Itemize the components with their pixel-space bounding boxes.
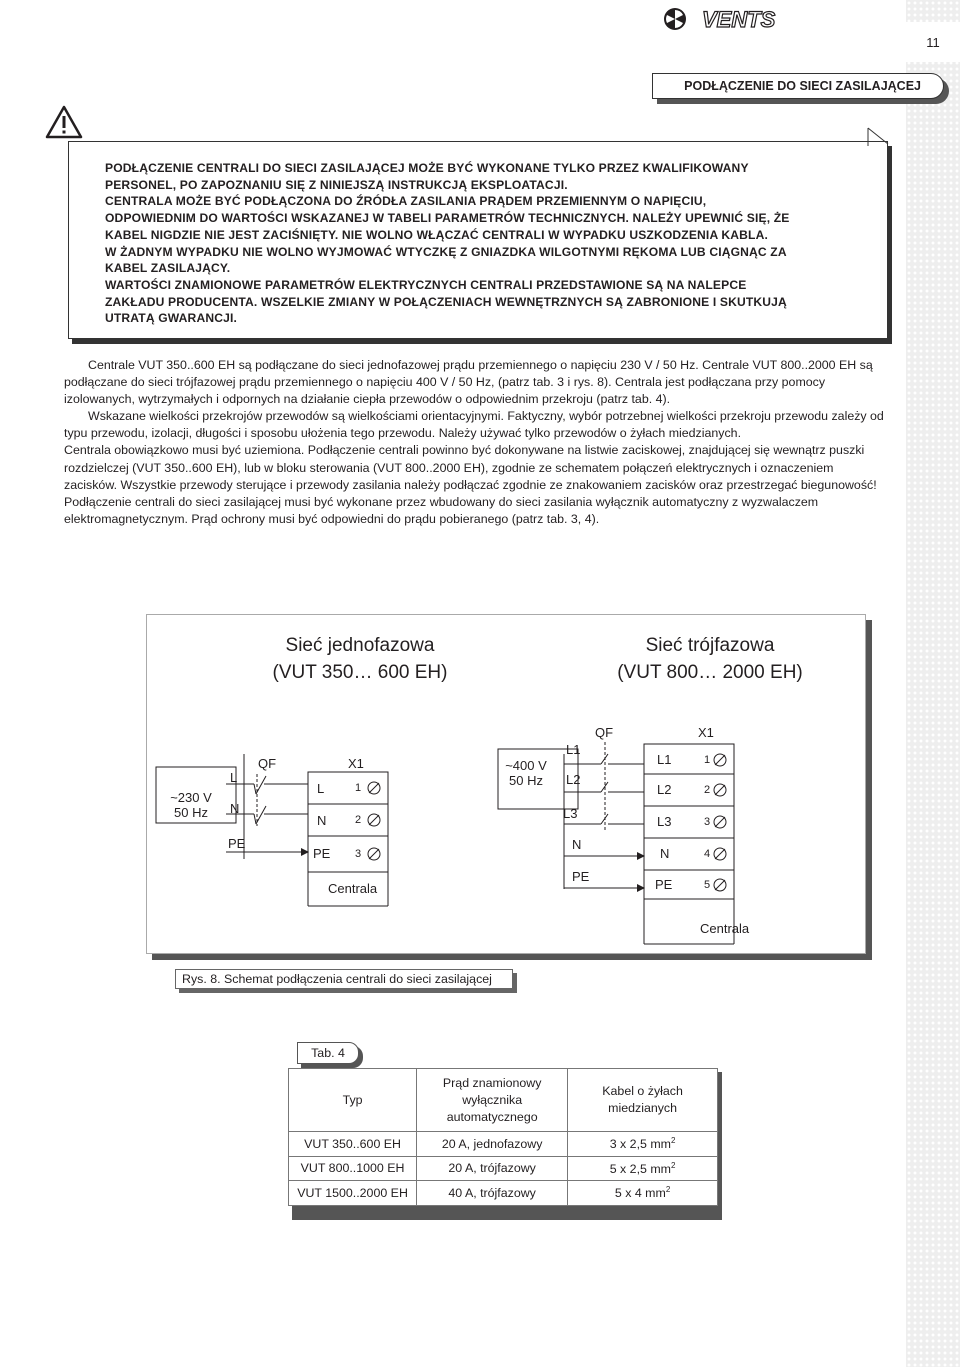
svg-text:VENTS: VENTS (702, 7, 776, 32)
paragraph: Wskazane wielkości przekrojów przewodów są wielkościami orientacyjnymi. Faktyczny, wybór potrzebnej wielkości przekroju przewodu zależy od typu przewodu, izolacji, długości i sposobu ułożenia tego przewodu. Należy używać tylko przewodów o żyłach miedzianych. (64, 409, 884, 441)
three-wire-label: N (572, 837, 582, 852)
warning-line: UTRATĄ GWARANCJI. (105, 311, 237, 326)
three-terminal-wire: N (660, 846, 670, 861)
table-cell: 40 A, trójfazowy (417, 1181, 568, 1206)
three-terminal-number: 5 (704, 879, 711, 891)
tab-label: Tab. 4 (297, 1042, 359, 1064)
vents-logo (640, 6, 820, 32)
warning-line: KABEL ZASILAJĄCY. (105, 261, 231, 276)
superscript: 2 (665, 1185, 671, 1195)
warning-line: W ŻADNYM WYPADKU NIE WOLNO WYJMOWAĆ WTYCZKĘ Z GNIAZDKA WILGOTNYMI RĘKOMA LUB CIĄGNĄC ZA (105, 244, 787, 259)
table-cell (568, 1181, 718, 1206)
warning-line: ODPOWIEDNIM DO WARTOŚCI WSKAZANEJ W TABELI PARAMETRÓW TECHNICZNYCH. NALEŻY UPEWNIĆ SIĘ, ŻE (105, 211, 790, 226)
single-terminal-label: X1 (348, 756, 364, 771)
figure-caption: Rys. 8. Schemat podłączenia centrali do sieci zasilającej (175, 969, 513, 989)
three-unit-label: Centrala (700, 921, 750, 936)
table-cell: VUT 800..1000 EH (289, 1156, 417, 1181)
three-supply-label (500, 758, 552, 788)
three-terminal-number: 4 (704, 848, 711, 860)
single-wire-label: N (230, 801, 240, 816)
paragraph: Centrale VUT 350..600 EH są podłączane do sieci jednofazowej prądu przemiennego o napięciu 230 V / 50 Hz. Centrale VUT 800..2000 EH są podłączane do sieci trójfazowej prądu przemiennego o napięciu 400 V / 50 Hz, (patrz tab. 3 i rys. 8). Centrala jest podłączana przy pomocy izolowanych, wytrzymałych i odpornych na działanie ciepła przewodów o odpowiednim przekroju (patrz tab. 4). (64, 358, 873, 407)
three-supply-frequency: 50 Hz (509, 773, 543, 788)
side-dotted-strip (906, 0, 960, 1367)
warning-line: KABEL NIGDZIE NIE JEST ZACIŚNIĘTY. NIE WOLNO WŁĄCZAĆ CENTRALI W WYPADKU USZKODZENIA KABLA. (105, 227, 768, 242)
single-terminal-wire: L (317, 781, 325, 796)
table-row (289, 1156, 718, 1181)
three-terminal-number: 1 (704, 754, 711, 766)
spec-table (288, 1068, 718, 1206)
three-terminal-wire: PE (655, 877, 673, 892)
superscript: 2 (671, 1136, 676, 1146)
single-wire-label: PE (228, 836, 246, 851)
warning-line: ZAKŁADU PRODUCENTA. WSZELKIE ZMIANY W POŁĄCZENIACH WEWNĘTRZNYCH SĄ ZABRONIONE I SKUTKUJĄ (105, 294, 787, 309)
single-supply-frequency: 50 Hz (174, 805, 208, 820)
three-wire-label: PE (572, 869, 590, 884)
single-terminal-number: 3 (355, 848, 362, 860)
cable-value: 5 x 2,5 mm (609, 1161, 671, 1176)
table-cell (568, 1132, 718, 1157)
three-terminal-wire: L2 (657, 782, 672, 797)
three-phase-title-line2: (VUT 800… 2000 EH) (617, 662, 803, 683)
single-terminal-wire: N (317, 813, 327, 828)
three-wire-label: L2 (566, 772, 581, 787)
warning-line: CENTRALA MOŻE BYĆ PODŁĄCZONA DO ŹRÓDŁA ZASILANIA PRĄDEM PRZEMIENNYM O NAPIĘCIU, (105, 194, 707, 209)
single-terminal-wire: PE (313, 846, 331, 861)
warning-text (105, 160, 865, 327)
three-phase-title-line1: Sieć trójfazowa (645, 635, 775, 656)
table-cell: 20 A, jednofazowy (417, 1132, 568, 1157)
table-header-row (289, 1069, 718, 1132)
three-terminal-number: 3 (704, 816, 711, 828)
header-cell: Typ (289, 1069, 417, 1132)
paragraph: Centrala obowiązkowo musi być uziemiona. Podłączenie centrali powinno być dokonywane na listwie zaciskowej, znajdującej się wewnątrz puszki rozdzielczej (VUT 350..600 EH), lub w bloku sterowania (VUT 800..2000 EH), zgodnie ze schematem połączeń elektrycznych i oznaczeniem zacisków. Wszystkie przewody sterujące i przewody zasilania należy podłączać zgodnie ze znakowaniem zacisków oraz przestrzegać biegunowość! Podłączenie centrali do sieci zasilającej musi być wykonane przez wbudowany do sieci zasilania wyłącznik automatyczny z wyzwalaczem elektromagnetycznym. Prąd ochrony musi być odpowiedni do prądu pobieranego (patrz tab. 3, 4). (64, 443, 877, 526)
cable-value: 3 x 2,5 mm (609, 1137, 671, 1152)
table-cell: VUT 350..600 EH (289, 1132, 417, 1157)
three-supply-voltage: ~400 V (505, 758, 547, 773)
single-phase-title-line2: (VUT 350… 600 EH) (272, 662, 448, 683)
superscript: 2 (671, 1160, 676, 1170)
three-wire-label: L3 (563, 806, 578, 821)
warning-line: PODŁĄCZENIE CENTRALI DO SIECI ZASILAJĄCEJ MOŻE BYĆ WYKONANE TYLKO PRZEZ KWALIFIKOWANY (105, 161, 749, 175)
single-supply-voltage: ~230 V (170, 790, 212, 805)
single-switch-label: QF (258, 756, 277, 771)
three-terminal-wire: L3 (657, 814, 672, 829)
single-terminal-number: 1 (355, 782, 362, 794)
three-switch-label: QF (595, 725, 614, 740)
warning-line: PERSONEL, PO ZAPOZNANIU SIĘ Z NINIEJSZĄ INSTRUKCJĄ EKSPLOATACJI. (105, 177, 568, 192)
header-cell: Kabel o żyłach miedzianych (568, 1069, 718, 1132)
single-supply-label (166, 790, 216, 820)
table-row (289, 1181, 718, 1206)
table-cell: VUT 1500..2000 EH (289, 1181, 417, 1206)
table-cell (568, 1156, 718, 1181)
page-number: 11 (906, 22, 960, 62)
header-cell: Prąd znamionowy wyłącznika automatycznego (417, 1069, 568, 1132)
single-unit-label: Centrala (328, 881, 378, 896)
single-wire-label: L (230, 770, 238, 785)
three-wire-label: L1 (566, 742, 581, 757)
single-phase-title-line1: Sieć jednofazowa (285, 635, 435, 656)
three-terminal-label: X1 (698, 725, 714, 740)
warning-box-corner (866, 126, 890, 146)
warning-line: WARTOŚCI ZNAMIONOWE PARAMETRÓW ELEKTRYCZNYCH CENTRALI PRZEDSTAWIONE SĄ NA NALEPCE (105, 277, 747, 292)
warning-triangle-icon (44, 104, 84, 140)
single-terminal-number: 2 (355, 814, 362, 826)
section-header: PODŁĄCZENIE DO SIECI ZASILAJĄCEJ (652, 73, 944, 99)
three-terminal-wire: L1 (657, 752, 672, 767)
cable-value: 5 x 4 mm (614, 1186, 666, 1201)
three-terminal-number: 2 (704, 784, 711, 796)
body-text (64, 357, 884, 528)
table-row (289, 1132, 718, 1157)
table-cell: 20 A, trójfazowy (417, 1156, 568, 1181)
